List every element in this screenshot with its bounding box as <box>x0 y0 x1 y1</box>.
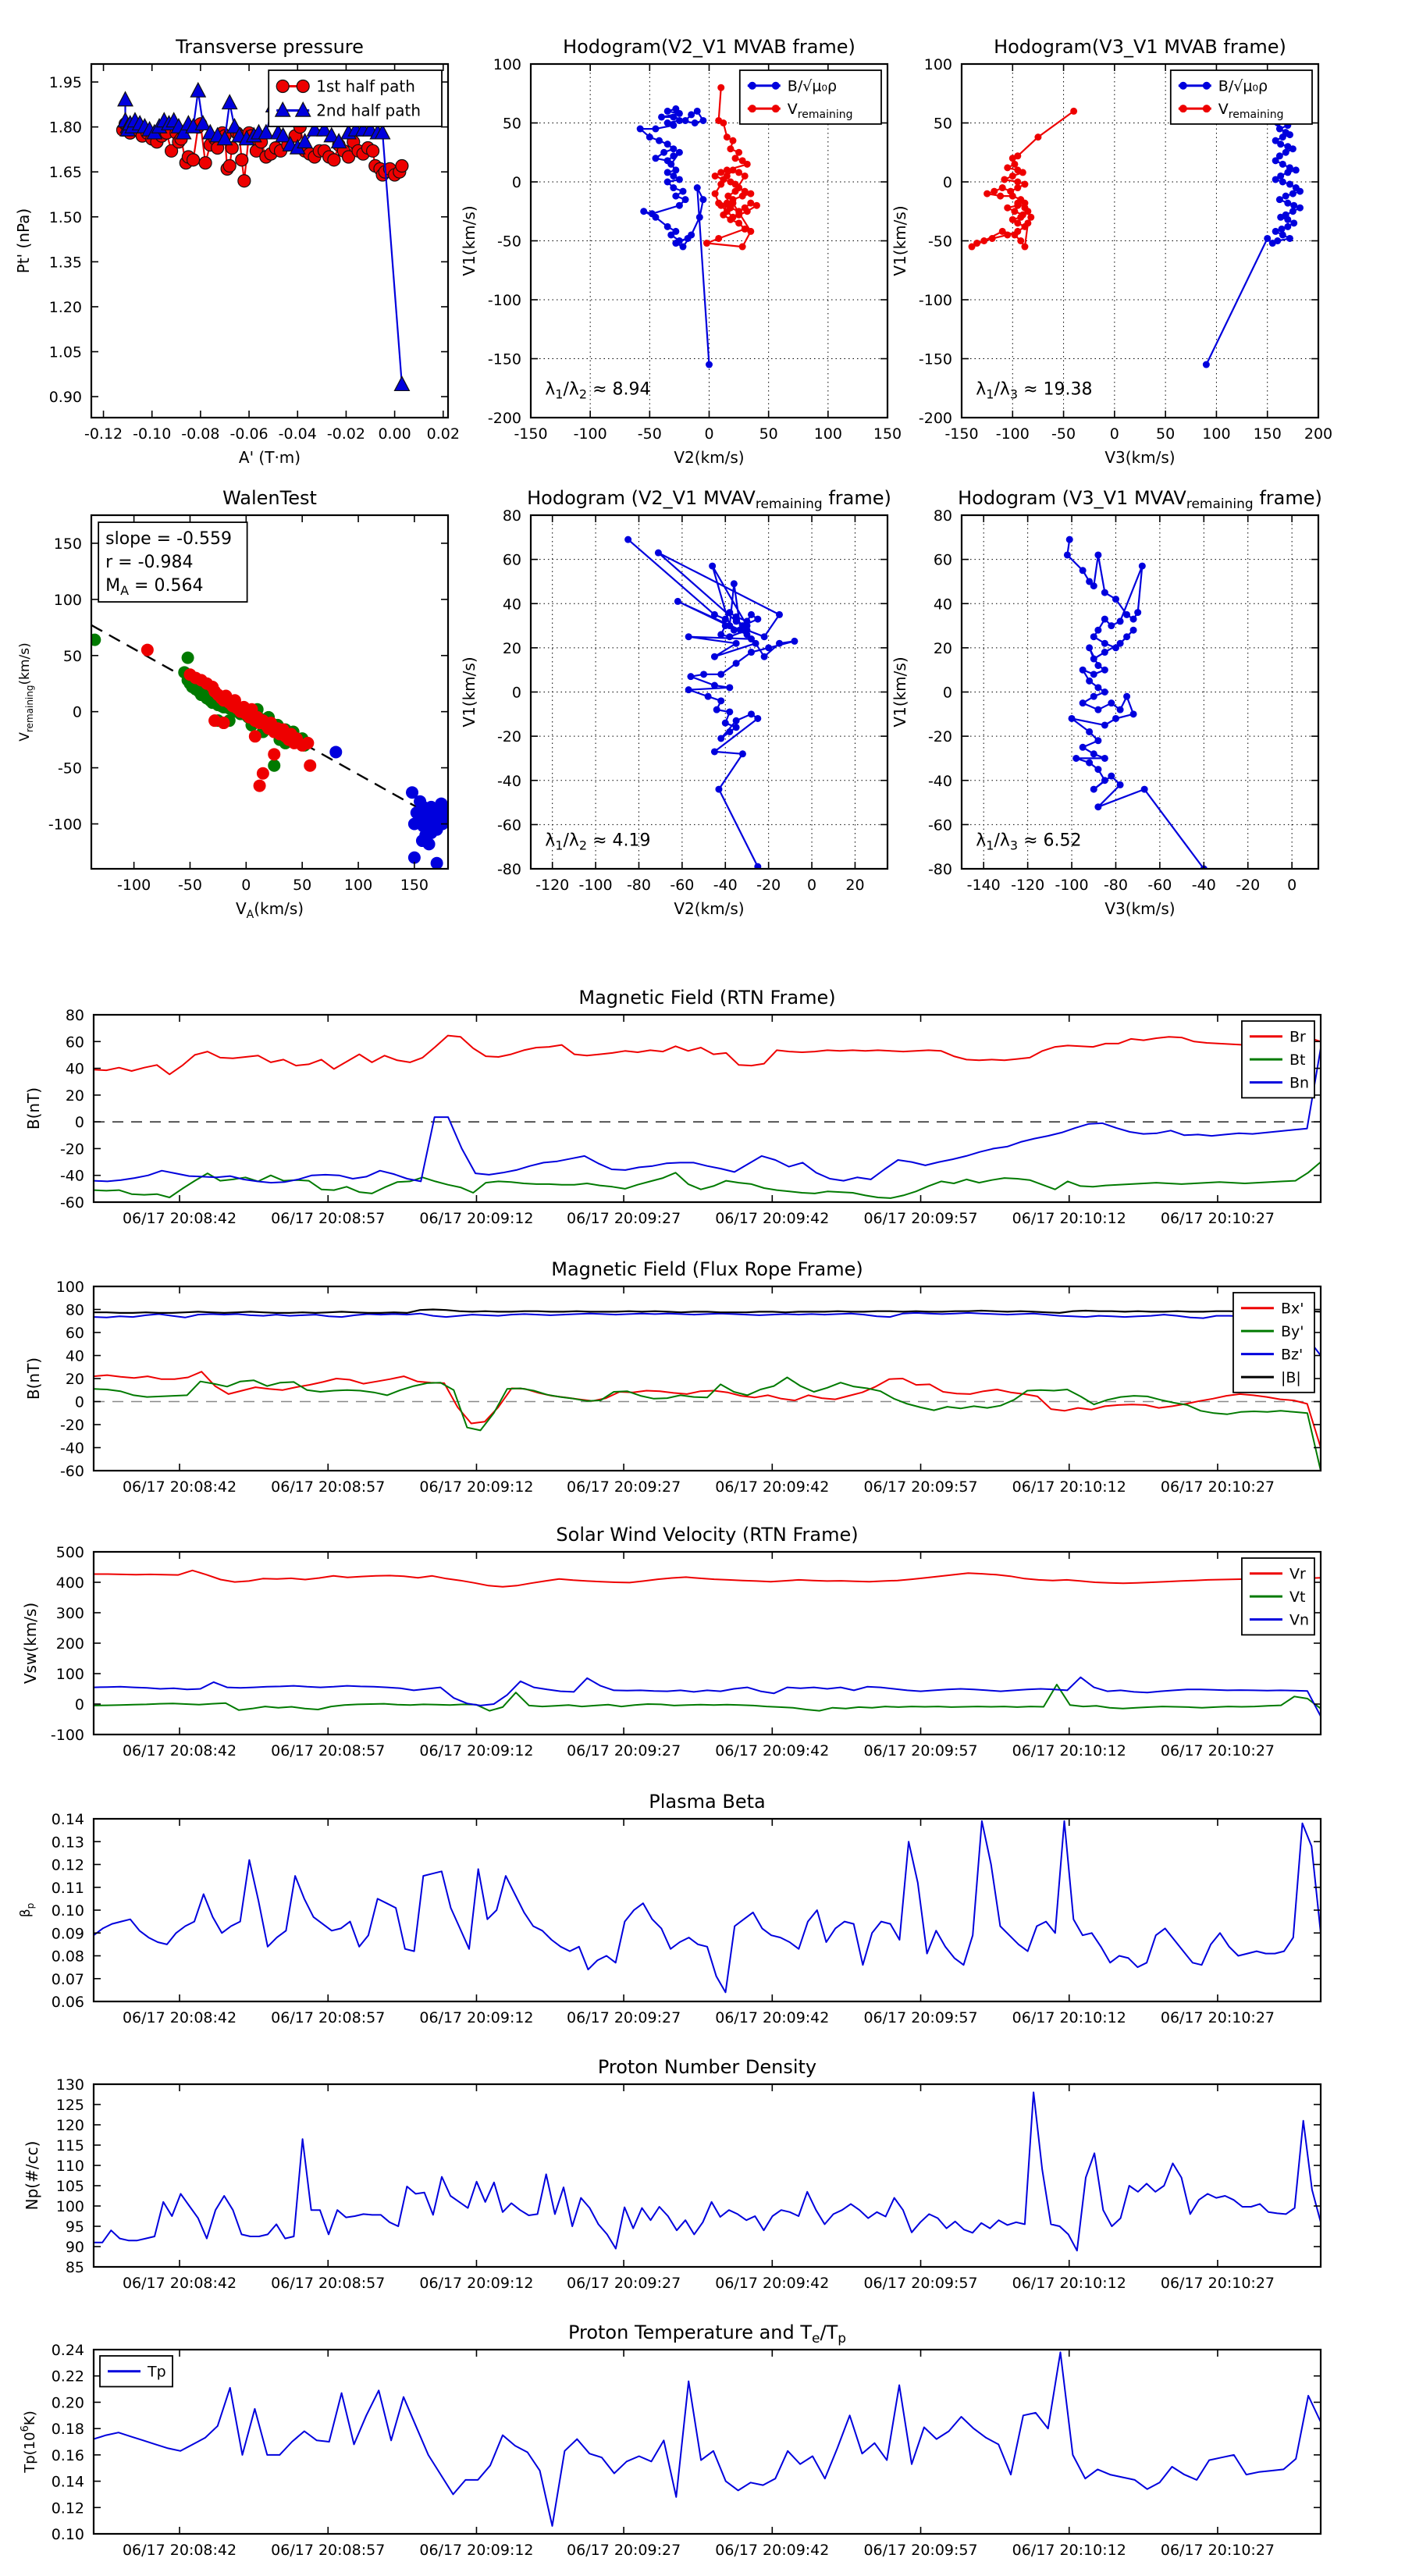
svg-text:100: 100 <box>923 56 952 73</box>
svg-text:-40: -40 <box>713 877 738 894</box>
svg-text:06/17 20:09:42: 06/17 20:09:42 <box>715 2009 830 2026</box>
svg-text:-100: -100 <box>573 425 607 443</box>
svg-text:V1(km/s): V1(km/s) <box>891 205 909 276</box>
panel-proton-temperature <box>20 2322 1321 2559</box>
svg-text:40: 40 <box>65 1060 84 1078</box>
svg-text:Np(#/cc): Np(#/cc) <box>23 2140 41 2211</box>
svg-text:βp​: $\beta_p$ <box>18 1902 36 1918</box>
svg-text:B/√μ₀ρ: B/√μ₀ρ <box>1218 77 1268 95</box>
svg-text:-150: -150 <box>514 425 548 443</box>
panel-walen-test <box>17 487 452 921</box>
svg-text:V1(km/s): V1(km/s) <box>460 205 478 276</box>
svg-text:B(nT): B(nT) <box>24 1087 43 1130</box>
svg-text:-0.04: -0.04 <box>278 425 317 443</box>
svg-text:MA = 0.564: $M_A = 0.564$ <box>105 576 204 599</box>
svg-text:0: 0 <box>704 425 714 443</box>
svg-text:Proton Temperature and Te/Tp​: Proton Temperature and $T_e/T_p$ <box>567 2322 847 2347</box>
svg-text:06/17 20:09:12: 06/17 20:09:12 <box>419 2275 534 2292</box>
svg-text:-100: -100 <box>578 877 613 894</box>
svg-text:-100: -100 <box>50 1727 84 1744</box>
svg-text:06/17 20:09:12: 06/17 20:09:12 <box>419 2542 534 2559</box>
svg-text:1st half path: 1st half path <box>316 76 415 96</box>
svg-text:0: 0 <box>511 684 521 702</box>
svg-text:0.16: 0.16 <box>51 2446 84 2464</box>
svg-text:06/17 20:09:12: 06/17 20:09:12 <box>419 1742 534 1759</box>
svg-text:V1(km/s): V1(km/s) <box>460 656 478 728</box>
svg-text:0.08: 0.08 <box>51 1948 84 1966</box>
svg-text:06/17 20:09:57: 06/17 20:09:57 <box>863 2275 978 2292</box>
svg-text:06/17 20:10:27: 06/17 20:10:27 <box>1160 1742 1275 1759</box>
svg-text:06/17 20:09:57: 06/17 20:09:57 <box>863 1210 978 1227</box>
svg-text:40: 40 <box>502 596 521 614</box>
svg-text:06/17 20:09:27: 06/17 20:09:27 <box>567 2009 681 2026</box>
svg-text:40: 40 <box>65 1347 84 1365</box>
svg-text:λ1/λ2 ≈ 8.94: $\lambda_1/\lambda_2 \approx 8.94$ <box>545 379 651 402</box>
svg-text:0: 0 <box>74 1393 84 1411</box>
svg-text:-120: -120 <box>1011 877 1045 894</box>
svg-text:-200: -200 <box>487 410 521 427</box>
svg-text:06/17 20:08:42: 06/17 20:08:42 <box>122 1478 237 1496</box>
panel-magnetic-field-rtn <box>24 987 1321 1227</box>
svg-text:06/17 20:10:27: 06/17 20:10:27 <box>1160 1478 1275 1496</box>
svg-text:06/17 20:08:57: 06/17 20:08:57 <box>271 1478 386 1496</box>
svg-text:|B|: |B| <box>1280 1368 1301 1386</box>
svg-text:50: 50 <box>293 877 312 894</box>
svg-text:1.50: 1.50 <box>48 208 82 226</box>
svg-text:0.11: 0.11 <box>51 1879 84 1897</box>
svg-text:Plasma Beta: Plasma Beta <box>649 1791 766 1813</box>
svg-text:06/17 20:09:42: 06/17 20:09:42 <box>715 2542 830 2559</box>
svg-text:400: 400 <box>55 1574 84 1592</box>
svg-text:-150: -150 <box>944 425 979 443</box>
panel-hodogram-v2v1-mvav <box>460 487 891 918</box>
svg-text:1.95: 1.95 <box>48 74 82 92</box>
svg-text:B/√μ₀ρ: B/√μ₀ρ <box>787 77 838 95</box>
svg-text:50: 50 <box>62 647 82 665</box>
svg-text:300: 300 <box>55 1605 84 1622</box>
svg-text:06/17 20:09:42: 06/17 20:09:42 <box>715 1210 830 1227</box>
svg-text:-20: -20 <box>59 1417 84 1434</box>
svg-text:0.10: 0.10 <box>51 1902 84 1920</box>
svg-text:0.90: 0.90 <box>48 389 82 407</box>
svg-text:-100: -100 <box>117 877 151 894</box>
panel-plasma-beta <box>18 1791 1321 2026</box>
svg-text:50: 50 <box>1156 425 1176 443</box>
svg-text:06/17 20:10:12: 06/17 20:10:12 <box>1012 2009 1126 2026</box>
svg-text:λ1/λ3 ≈ 6.52: $\lambda_1/\lambda_3 \approx 6.52$ <box>976 831 1082 853</box>
svg-text:06/17 20:09:27: 06/17 20:09:27 <box>567 1210 681 1227</box>
svg-text:200: 200 <box>1304 425 1333 443</box>
svg-text:06/17 20:10:12: 06/17 20:10:12 <box>1012 1742 1126 1759</box>
svg-text:06/17 20:08:42: 06/17 20:08:42 <box>122 2275 237 2292</box>
svg-text:20: 20 <box>65 1087 84 1105</box>
svg-text:-80: -80 <box>626 877 652 894</box>
svg-text:1.20: 1.20 <box>48 298 82 316</box>
svg-text:-40: -40 <box>496 772 521 790</box>
svg-text:Magnetic Field (Flux Rope Fram: Magnetic Field (Flux Rope Frame) <box>551 1258 863 1280</box>
svg-text:100: 100 <box>1202 425 1231 443</box>
svg-text:20: 20 <box>845 877 865 894</box>
svg-text:0.24: 0.24 <box>51 2342 84 2359</box>
svg-text:0: 0 <box>942 174 952 191</box>
svg-text:Tp(106K): $Tp(10^6K)$ <box>20 2411 38 2473</box>
svg-text:0.07: 0.07 <box>51 1970 84 1988</box>
svg-text:-40: -40 <box>1191 877 1216 894</box>
svg-text:06/17 20:08:42: 06/17 20:08:42 <box>122 2542 237 2559</box>
svg-text:06/17 20:10:12: 06/17 20:10:12 <box>1012 1478 1126 1496</box>
svg-text:150: 150 <box>873 425 902 443</box>
svg-text:06/17 20:08:42: 06/17 20:08:42 <box>122 1742 237 1759</box>
svg-text:0.12: 0.12 <box>51 1856 84 1874</box>
svg-text:20: 20 <box>65 1371 84 1388</box>
svg-text:0.20: 0.20 <box>51 2394 84 2412</box>
svg-text:0.14: 0.14 <box>51 2473 84 2491</box>
svg-text:Bz': Bz' <box>1280 1346 1304 1364</box>
svg-text:-50: -50 <box>496 233 521 251</box>
svg-text:100: 100 <box>55 1279 84 1296</box>
svg-text:60: 60 <box>65 1325 84 1342</box>
svg-text:-50: -50 <box>927 233 952 251</box>
svg-text:0: 0 <box>1109 425 1119 443</box>
svg-text:Solar Wind Velocity (RTN Frame: Solar Wind Velocity (RTN Frame) <box>556 1524 859 1546</box>
svg-text:06/17 20:10:27: 06/17 20:10:27 <box>1160 2542 1275 2559</box>
svg-text:80: 80 <box>933 507 952 525</box>
svg-text:06/17 20:10:12: 06/17 20:10:12 <box>1012 2275 1126 2292</box>
svg-text:150: 150 <box>400 877 429 894</box>
svg-text:Magnetic Field (RTN Frame): Magnetic Field (RTN Frame) <box>578 987 836 1009</box>
svg-text:0.12: 0.12 <box>51 2500 84 2517</box>
svg-text:-140: -140 <box>966 877 1001 894</box>
svg-text:80: 80 <box>65 1301 84 1319</box>
svg-text:60: 60 <box>933 551 952 569</box>
svg-text:Proton Number Density: Proton Number Density <box>597 2056 817 2078</box>
svg-text:Hodogram(V2_V1 MVAB frame): Hodogram(V2_V1 MVAB frame) <box>563 36 855 58</box>
svg-text:0.06: 0.06 <box>51 1994 84 2011</box>
svg-text:06/17 20:08:57: 06/17 20:08:57 <box>271 1210 386 1227</box>
svg-text:V1(km/s): V1(km/s) <box>891 656 909 728</box>
svg-text:80: 80 <box>502 507 521 525</box>
svg-text:0.09: 0.09 <box>51 1925 84 1943</box>
svg-text:Vremaining(km/s): $V_{remaining}(km/s)$ <box>17 642 35 742</box>
svg-text:-80: -80 <box>927 861 952 878</box>
svg-text:Vsw(km/s): Vsw(km/s) <box>21 1602 40 1685</box>
svg-text:-20: -20 <box>1236 877 1261 894</box>
svg-text:50: 50 <box>759 425 778 443</box>
svg-text:105: 105 <box>55 2178 84 2195</box>
svg-text:06/17 20:09:57: 06/17 20:09:57 <box>863 2009 978 2026</box>
svg-text:Vremaining​: $V_{remaining}$ <box>787 101 853 122</box>
svg-text:0: 0 <box>74 1696 84 1713</box>
svg-text:Hodogram (V2_V1 MVAVremaining: Hodogram (V2_V1 $MVAV_{remaining}$ frame) <box>527 487 891 512</box>
svg-text:130: 130 <box>55 2076 84 2094</box>
svg-text:200: 200 <box>55 1635 84 1653</box>
svg-text:06/17 20:09:42: 06/17 20:09:42 <box>715 2275 830 2292</box>
svg-text:0.02: 0.02 <box>426 425 460 443</box>
svg-text:-60: -60 <box>59 1194 84 1212</box>
svg-text:06/17 20:09:27: 06/17 20:09:27 <box>567 2542 681 2559</box>
svg-text:06/17 20:08:57: 06/17 20:08:57 <box>271 1742 386 1759</box>
svg-text:0: 0 <box>1287 877 1297 894</box>
svg-text:-120: -120 <box>535 877 570 894</box>
svg-text:100: 100 <box>813 425 842 443</box>
svg-text:-60: -60 <box>1147 877 1172 894</box>
svg-text:06/17 20:09:27: 06/17 20:09:27 <box>567 1478 681 1496</box>
svg-text:-20: -20 <box>927 728 952 746</box>
svg-text:-60: -60 <box>670 877 695 894</box>
svg-text:06/17 20:09:27: 06/17 20:09:27 <box>567 2275 681 2292</box>
svg-text:-40: -40 <box>59 1167 84 1185</box>
svg-text:125: 125 <box>55 2097 84 2114</box>
svg-text:-50: -50 <box>177 877 202 894</box>
svg-text:-80: -80 <box>496 861 521 878</box>
svg-text:06/17 20:09:12: 06/17 20:09:12 <box>419 2009 534 2026</box>
svg-text:0.18: 0.18 <box>51 2421 84 2439</box>
svg-text:06/17 20:09:42: 06/17 20:09:42 <box>715 1742 830 1759</box>
svg-text:Br: Br <box>1289 1028 1306 1046</box>
svg-text:-60: -60 <box>59 1463 84 1480</box>
svg-text:06/17 20:10:12: 06/17 20:10:12 <box>1012 1210 1126 1227</box>
svg-text:06/17 20:08:57: 06/17 20:08:57 <box>271 2275 386 2292</box>
svg-text:-20: -20 <box>59 1140 84 1158</box>
svg-text:20: 20 <box>933 639 952 657</box>
svg-text:06/17 20:08:42: 06/17 20:08:42 <box>122 2009 237 2026</box>
svg-text:06/17 20:10:12: 06/17 20:10:12 <box>1012 2542 1126 2559</box>
svg-text:-100: -100 <box>487 292 521 309</box>
svg-text:1.05: 1.05 <box>48 343 82 361</box>
panel-magnetic-field-flux-rope <box>24 1258 1321 1496</box>
svg-text:-50: -50 <box>57 760 82 777</box>
svg-text:-40: -40 <box>59 1439 84 1457</box>
panel-hodogram-v3v1-mvab <box>891 36 1332 467</box>
svg-text:Tp: Tp <box>148 2363 166 2381</box>
svg-text:V2(km/s): V2(km/s) <box>674 899 745 918</box>
svg-text:85: 85 <box>65 2259 84 2276</box>
svg-text:VA(km/s): $V_A(km/s)$ <box>235 899 304 921</box>
svg-text:By': By' <box>1280 1323 1304 1341</box>
svg-text:-0.06: -0.06 <box>229 425 269 443</box>
svg-text:Vn: Vn <box>1289 1611 1310 1629</box>
svg-text:100: 100 <box>343 877 373 894</box>
svg-text:-60: -60 <box>927 817 952 834</box>
svg-text:Pt' (nPa): Pt' (nPa) <box>14 208 33 274</box>
svg-text:40: 40 <box>933 596 952 614</box>
svg-text:Bx': Bx' <box>1280 1300 1304 1318</box>
svg-text:100: 100 <box>53 591 82 609</box>
svg-text:0.22: 0.22 <box>51 2368 84 2386</box>
svg-text:-20: -20 <box>496 728 521 746</box>
svg-text:-0.12: -0.12 <box>84 425 123 443</box>
panel-transverse-pressure <box>14 36 460 467</box>
svg-text:20: 20 <box>502 639 521 657</box>
svg-text:06/17 20:09:57: 06/17 20:09:57 <box>863 1478 978 1496</box>
svg-text:100: 100 <box>55 2198 84 2215</box>
svg-text:-200: -200 <box>918 410 952 427</box>
svg-text:Bt: Bt <box>1289 1051 1306 1069</box>
svg-text:06/17 20:09:27: 06/17 20:09:27 <box>567 1742 681 1759</box>
svg-text:150: 150 <box>1253 425 1282 443</box>
svg-text:06/17 20:09:57: 06/17 20:09:57 <box>863 2542 978 2559</box>
svg-text:06/17 20:10:27: 06/17 20:10:27 <box>1160 2009 1275 2026</box>
svg-text:0.14: 0.14 <box>51 1811 84 1828</box>
svg-text:r = -0.984: r = -0.984 <box>105 553 194 573</box>
svg-text:-100: -100 <box>1055 877 1089 894</box>
svg-text:1.65: 1.65 <box>48 164 82 182</box>
svg-text:-60: -60 <box>496 817 521 834</box>
svg-text:06/17 20:09:42: 06/17 20:09:42 <box>715 1478 830 1496</box>
svg-text:-100: -100 <box>48 816 82 834</box>
svg-text:Bn: Bn <box>1289 1074 1310 1092</box>
svg-text:50: 50 <box>933 115 952 133</box>
svg-text:0: 0 <box>72 703 82 721</box>
svg-text:-50: -50 <box>637 425 662 443</box>
svg-text:0.13: 0.13 <box>51 1834 84 1852</box>
svg-text:110: 110 <box>55 2158 84 2175</box>
svg-text:-20: -20 <box>756 877 781 894</box>
svg-text:60: 60 <box>502 551 521 569</box>
svg-text:λ1/λ2 ≈ 4.19: $\lambda_1/\lambda_2 \approx 4.19$ <box>545 831 651 853</box>
svg-text:2nd half path: 2nd half path <box>316 101 422 120</box>
svg-text:-0.08: -0.08 <box>181 425 220 443</box>
svg-text:-40: -40 <box>927 772 952 790</box>
svg-text:-100: -100 <box>918 292 952 309</box>
svg-text:Hodogram(V3_V1 MVAB frame): Hodogram(V3_V1 MVAB frame) <box>994 36 1286 58</box>
svg-text:0: 0 <box>511 174 521 191</box>
svg-text:06/17 20:10:27: 06/17 20:10:27 <box>1160 1210 1275 1227</box>
svg-text:100: 100 <box>55 1666 84 1683</box>
svg-text:Transverse pressure: Transverse pressure <box>176 36 364 58</box>
svg-text:06/17 20:08:42: 06/17 20:08:42 <box>122 1210 237 1227</box>
svg-text:V3(km/s): V3(km/s) <box>1104 448 1176 467</box>
svg-text:slope = -0.559: slope = -0.559 <box>105 529 233 550</box>
svg-text:06/17 20:08:57: 06/17 20:08:57 <box>271 2009 386 2026</box>
svg-text:0: 0 <box>241 877 251 894</box>
svg-text:V3(km/s): V3(km/s) <box>1104 899 1176 918</box>
svg-text:-150: -150 <box>918 350 952 368</box>
svg-text:V2(km/s): V2(km/s) <box>674 448 745 467</box>
svg-text:Vr: Vr <box>1289 1565 1306 1583</box>
svg-text:06/17 20:09:57: 06/17 20:09:57 <box>863 1742 978 1759</box>
svg-text:λ1/λ3 ≈ 19.38: $\lambda_1/\lambda_3 \approx 19.38$ <box>976 379 1093 402</box>
svg-text:0: 0 <box>942 684 952 702</box>
svg-text:Hodogram (V3_V1 MVAVremaining: Hodogram (V3_V1 $MVAV_{remaining}$ frame) <box>958 487 1322 512</box>
svg-text:1.80: 1.80 <box>48 119 82 137</box>
svg-text:Vt: Vt <box>1289 1589 1306 1606</box>
svg-text:100: 100 <box>493 56 521 73</box>
svg-text:06/17 20:09:12: 06/17 20:09:12 <box>419 1478 534 1496</box>
panel-proton-number-density <box>23 2056 1321 2292</box>
panel-solar-wind-velocity <box>21 1524 1321 1759</box>
panel-hodogram-v2v1-mvab <box>460 36 902 467</box>
svg-text:0.10: 0.10 <box>51 2526 84 2543</box>
svg-text:0: 0 <box>807 877 817 894</box>
svg-text:-0.02: -0.02 <box>326 425 366 443</box>
svg-text:06/17 20:08:57: 06/17 20:08:57 <box>271 2542 386 2559</box>
svg-text:500: 500 <box>55 1544 84 1561</box>
svg-text:-80: -80 <box>1103 877 1128 894</box>
svg-text:60: 60 <box>65 1034 84 1051</box>
panel-hodogram-v3v1-mvav <box>891 487 1322 918</box>
svg-text:-150: -150 <box>487 350 521 368</box>
svg-text:95: 95 <box>65 2218 84 2236</box>
svg-text:-50: -50 <box>1051 425 1076 443</box>
svg-text:90: 90 <box>65 2239 84 2256</box>
svg-text:06/17 20:10:27: 06/17 20:10:27 <box>1160 2275 1275 2292</box>
svg-text:Vremaining​: $V_{remaining}$ <box>1218 101 1284 122</box>
svg-text:-100: -100 <box>995 425 1030 443</box>
svg-text:120: 120 <box>55 2117 84 2134</box>
svg-text:50: 50 <box>502 115 521 133</box>
svg-text:0: 0 <box>74 1114 84 1132</box>
svg-text:WalenTest: WalenTest <box>222 487 317 509</box>
svg-text:115: 115 <box>55 2137 84 2154</box>
svg-text:A' (T·m): A' (T·m) <box>238 448 301 467</box>
svg-text:0.00: 0.00 <box>378 425 411 443</box>
svg-text:06/17 20:09:12: 06/17 20:09:12 <box>419 1210 534 1227</box>
svg-text:B(nT): B(nT) <box>24 1357 43 1400</box>
svg-text:-0.10: -0.10 <box>133 425 172 443</box>
svg-text:150: 150 <box>53 535 82 553</box>
svg-text:80: 80 <box>65 1007 84 1024</box>
svg-text:1.35: 1.35 <box>48 254 82 272</box>
